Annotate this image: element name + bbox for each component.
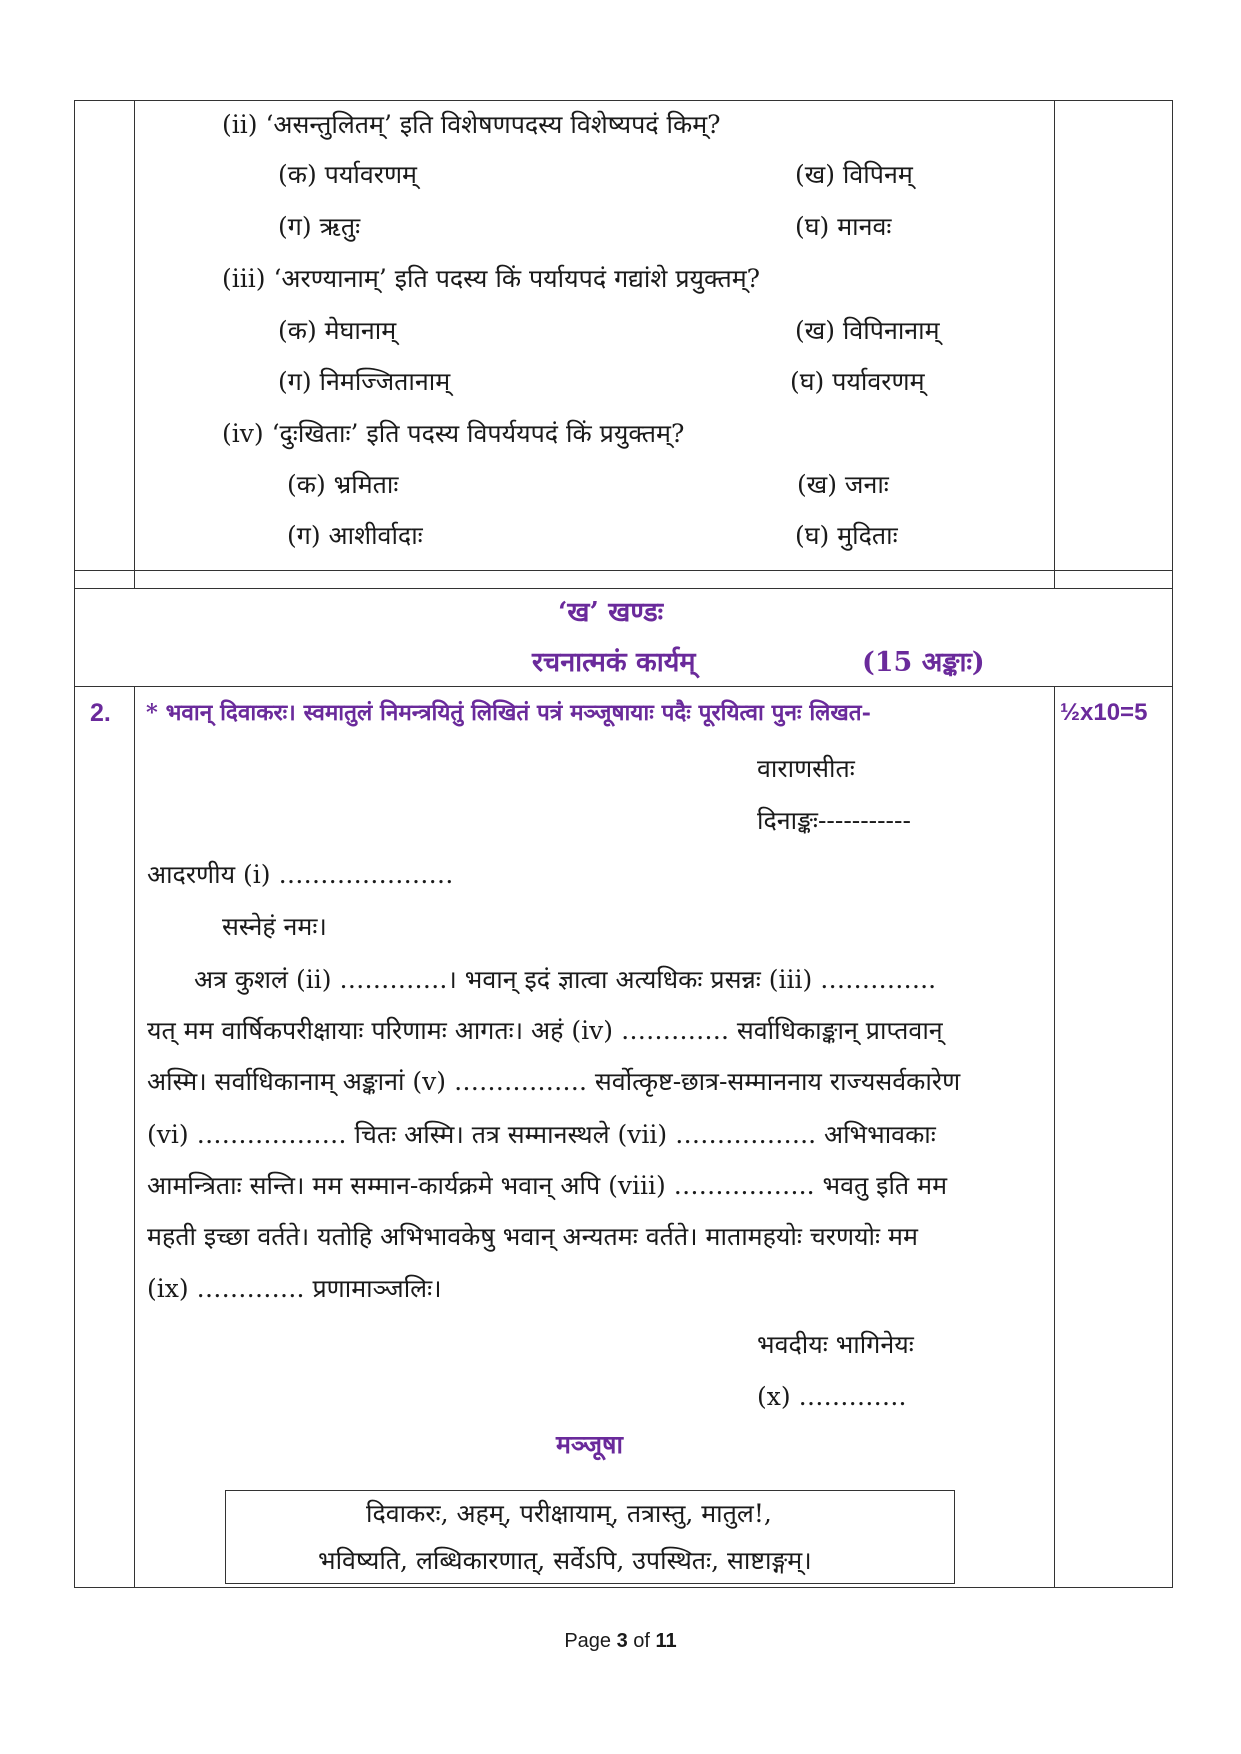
option-a: (क) पर्यावरणम् [278,160,417,189]
row-divider [74,686,1173,687]
question-marks: ½x10=5 [1060,699,1148,726]
letter-signature: (x) …………. [757,1382,907,1411]
question-iii: (iii) ‘अरण्यानाम्’ इति पदस्य किं पर्यायपदं गद्यांशे प्रयुक्तम्? [222,264,761,293]
option-b: (ख) जनाः [797,470,889,499]
option-a: (क) भ्रमिताः [287,470,399,499]
page-number [0,1630,1241,1653]
letter-closing: भवदीयः भागिनेयः [757,1330,914,1359]
option-c: (ग) आशीर्वादाः [287,521,423,550]
column-divider-right [1054,100,1055,588]
question-iv: (iv) ‘दुःखिताः’ इति पदस्य विपर्ययपदं किं प्रयुक्तम्? [222,419,685,448]
question-ii: (ii) ‘असन्तुलितम्’ इति विशेषणपदस्य विशेष्यपदं किम्? [222,110,721,139]
column-divider-left-q2 [134,686,135,1588]
section-marks: (15 अङ्काः) [862,647,985,678]
letter-body-line: आमन्त्रिताः सन्ति। मम सम्मान-कार्यक्रमे भवान् अपि (viii) …………….. भवतु इति मम [147,1171,948,1200]
option-d: (घ) मुदिताः [795,521,898,550]
option-d: (घ) मानवः [795,212,892,241]
letter-body-line: यत् मम वार्षिकपरीक्षायाः परिणामः आगतः। अहं (iv) …………. सर्वाधिकाङ्कान् प्राप्तवान् [147,1016,943,1045]
option-a: (क) मेघानाम् [278,316,397,345]
manjusha-title: मञ्जूषा [556,1430,623,1459]
word-bank-line: दिवाकरः, अहम्, परीक्षायाम्, तत्रास्तु, मातुल!, [366,1499,772,1528]
letter-body-line: (vi) ……………… चितः अस्मि। तत्र सम्मानस्थले (vii) …………….. अभिभावकाः [147,1120,936,1149]
question-number: 2. [90,699,111,727]
row-divider [74,570,1173,571]
letter-salutation: आदरणीय (i) ………………… [147,860,454,889]
page-prefix: Page [564,1630,617,1652]
letter-greeting: सस्नेहं नमः। [222,912,327,941]
question-instruction: * भवान् दिवाकरः। स्वमातुलं निमन्त्रयितुं लिखितं पत्रं मञ्जूषायाः पदैः पूरयित्वा पुनः लिखत- [146,700,871,726]
letter-body-line: महती इच्छा वर्तते। यतोहि अभिभावकेषु भवान् अन्यतमः वर्तते। मातामहयोः चरणयोः मम [147,1222,918,1251]
column-divider-left [134,100,135,588]
page-middle: of [627,1630,656,1652]
question-table [74,100,1173,1588]
page-total: 11 [655,1630,677,1652]
letter-body-line: (ix) …………. प्रणामाञ्जलिः। [147,1274,442,1303]
word-bank-line: भविष्यति, लब्धिकारणात्, सर्वेऽपि, उपस्थितः, साष्टाङ्गम्। [318,1546,812,1575]
row-divider [74,588,1173,589]
section-heading: ‘ख’ खण्डः [558,597,664,628]
option-b: (ख) विपिनम् [795,160,913,189]
letter-place: वाराणसीतः [757,754,855,783]
option-d: (घ) पर्यावरणम् [790,367,925,396]
letter-body-line: अस्मि। सर्वाधिकानाम् अङ्कानां (v) ……………. सर्वोत्कृष्ट-छात्र-सम्माननाय राज्यसर्वकारेण [147,1067,961,1096]
letter-body-line: अत्र कुशलं (ii) ………….। भवान् इदं ज्ञात्वा अत्यधिकः प्रसन्नः (iii) ………….. [194,965,937,994]
option-c: (ग) ऋतुः [278,212,361,241]
option-b: (ख) विपिनानाम् [795,316,940,345]
letter-date: दिनाङ्कः----------- [757,806,911,835]
option-c: (ग) निमज्जितानाम् [278,367,451,396]
page-current: 3 [616,1630,628,1652]
column-divider-right-q2 [1054,686,1055,1588]
section-subheading: रचनात्मकं कार्यम् [532,647,696,678]
